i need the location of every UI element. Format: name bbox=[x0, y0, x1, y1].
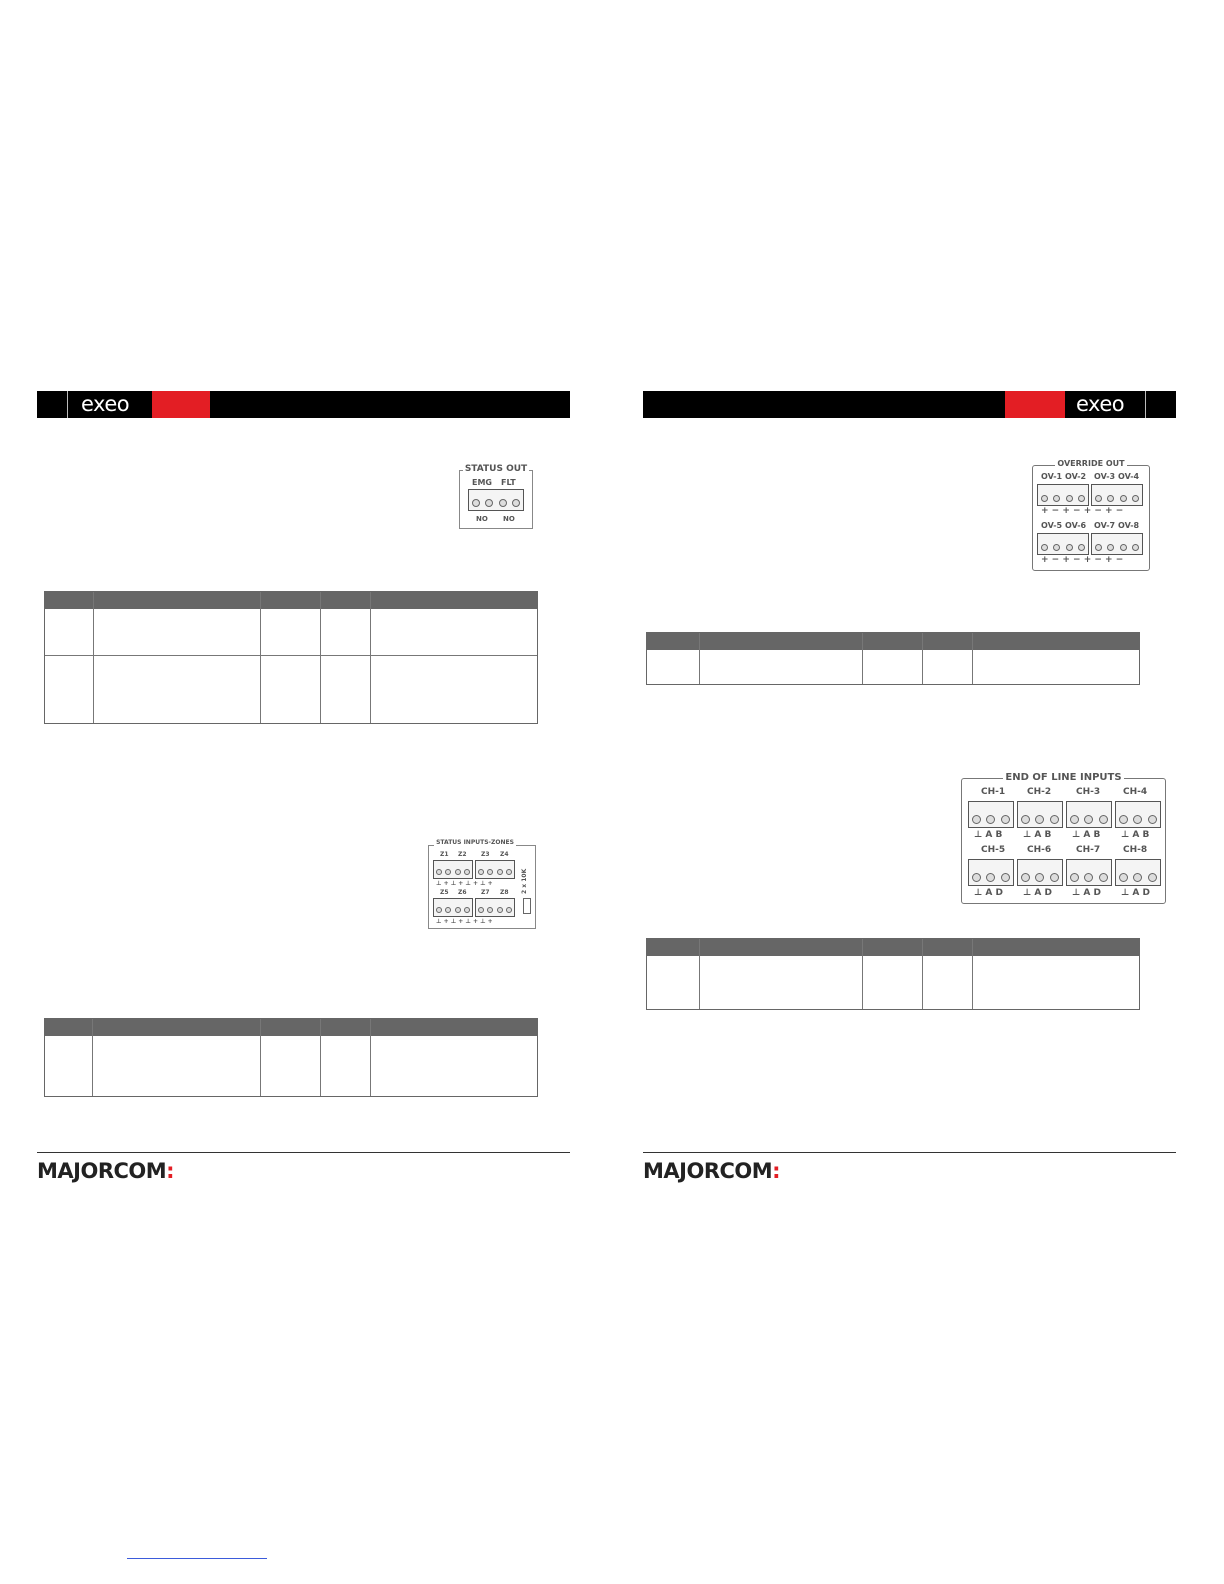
table-header bbox=[647, 633, 1139, 650]
ov-label-2: OV-2 bbox=[1065, 472, 1087, 481]
zone-label-z1: Z1 bbox=[440, 851, 449, 858]
status-inputs-pins-bottom: ⊥ + ⊥ + ⊥ + ⊥ + bbox=[436, 918, 493, 925]
page-header-bar bbox=[643, 391, 1176, 418]
eol-pins-2: ⊥ A B bbox=[1023, 830, 1052, 840]
status-out-connector bbox=[459, 464, 533, 529]
page-header-bar bbox=[37, 391, 570, 418]
override-block-1 bbox=[1037, 484, 1089, 506]
eol-block-5 bbox=[968, 859, 1014, 886]
eol-pins-8: ⊥ A D bbox=[1121, 888, 1150, 898]
status-inputs-connector bbox=[428, 839, 536, 929]
override-block-4 bbox=[1091, 533, 1143, 555]
table-status-out bbox=[44, 591, 538, 724]
ov-label-4: OV-4 bbox=[1118, 472, 1140, 481]
exeo-logo: exeo bbox=[1076, 392, 1125, 416]
end-of-line-title: END OF LINE INPUTS bbox=[1005, 772, 1122, 783]
ch-label-4: CH-4 bbox=[1123, 787, 1148, 797]
eol-block-7 bbox=[1066, 859, 1112, 886]
eol-pins-3: ⊥ A B bbox=[1072, 830, 1101, 840]
eol-block-3 bbox=[1066, 801, 1112, 828]
terminal-screw bbox=[472, 499, 480, 507]
ch-label-1: CH-1 bbox=[981, 787, 1006, 797]
status-inputs-title: STATUS INPUTS-ZONES bbox=[436, 839, 514, 846]
terminal-screw bbox=[512, 499, 520, 507]
zone-label-z3: Z3 bbox=[481, 851, 490, 858]
majorcom-logo: MAJORCOM: bbox=[643, 1159, 781, 1183]
header-separator bbox=[1145, 391, 1146, 418]
ov-label-3: OV-3 bbox=[1094, 472, 1116, 481]
eol-pins-6: ⊥ A D bbox=[1023, 888, 1052, 898]
status-out-label-emg: EMG bbox=[472, 478, 492, 487]
override-out-connector bbox=[1032, 459, 1150, 571]
status-inputs-block-1 bbox=[433, 860, 473, 879]
ov-label-1: OV-1 bbox=[1041, 472, 1063, 481]
ch-label-5: CH-5 bbox=[981, 845, 1006, 855]
table-header bbox=[45, 592, 537, 609]
override-pins-bottom: + − + − + − + − bbox=[1041, 555, 1124, 565]
status-out-pin-no-2: NO bbox=[503, 515, 515, 523]
status-inputs-block-4 bbox=[475, 898, 515, 917]
status-inputs-block-3 bbox=[433, 898, 473, 917]
status-out-terminal-block bbox=[468, 489, 524, 511]
status-inputs-pins-top: ⊥ + ⊥ + ⊥ + ⊥ + bbox=[436, 880, 493, 887]
status-out-label-flt: FLT bbox=[501, 478, 516, 487]
zone-label-z2: Z2 bbox=[458, 851, 467, 858]
status-out-pin-no-1: NO bbox=[476, 515, 488, 523]
ov-label-7: OV-7 bbox=[1094, 521, 1116, 530]
eol-pins-7: ⊥ A D bbox=[1072, 888, 1101, 898]
ch-label-8: CH-8 bbox=[1123, 845, 1148, 855]
eol-pins-5: ⊥ A D bbox=[974, 888, 1003, 898]
zone-label-z7: Z7 bbox=[481, 889, 490, 896]
eol-block-4 bbox=[1115, 801, 1161, 828]
terminal-screw bbox=[485, 499, 493, 507]
status-out-title: STATUS OUT bbox=[464, 464, 528, 474]
ch-label-6: CH-6 bbox=[1027, 845, 1052, 855]
table-status-inputs bbox=[44, 1018, 538, 1097]
eol-block-2 bbox=[1017, 801, 1063, 828]
table-override-out bbox=[646, 632, 1140, 685]
header-red-block bbox=[152, 391, 210, 418]
footer-line bbox=[37, 1152, 570, 1153]
terminal-screw bbox=[499, 499, 507, 507]
eol-block-1 bbox=[968, 801, 1014, 828]
right-page bbox=[612, 0, 1224, 1584]
ch-label-7: CH-7 bbox=[1076, 845, 1101, 855]
ch-label-3: CH-3 bbox=[1076, 787, 1101, 797]
override-out-title: OVERRIDE OUT bbox=[1057, 459, 1125, 468]
eol-pins-4: ⊥ A B bbox=[1121, 830, 1150, 840]
ov-label-5: OV-5 bbox=[1041, 521, 1063, 530]
eol-block-6 bbox=[1017, 859, 1063, 886]
ov-label-6: OV-6 bbox=[1065, 521, 1087, 530]
header-separator bbox=[67, 391, 68, 418]
footer-line bbox=[643, 1152, 1176, 1153]
override-pins-top: + − + − + − + − bbox=[1041, 506, 1124, 516]
majorcom-logo: MAJORCOM: bbox=[37, 1159, 175, 1183]
status-inputs-block-2 bbox=[475, 860, 515, 879]
table-header bbox=[45, 1019, 537, 1036]
status-inputs-side-label: 2 x 10K bbox=[521, 868, 528, 894]
bottom-link-underline[interactable] bbox=[127, 1558, 267, 1559]
ch-label-2: CH-2 bbox=[1027, 787, 1052, 797]
override-block-3 bbox=[1037, 533, 1089, 555]
eol-block-8 bbox=[1115, 859, 1161, 886]
table-end-of-line bbox=[646, 938, 1140, 1010]
zone-label-z4: Z4 bbox=[500, 851, 509, 858]
exeo-logo: exeo bbox=[81, 392, 130, 416]
table-header bbox=[647, 939, 1139, 956]
resistor-icon bbox=[523, 898, 531, 914]
zone-label-z6: Z6 bbox=[458, 889, 467, 896]
ov-label-8: OV-8 bbox=[1118, 521, 1140, 530]
override-block-2 bbox=[1091, 484, 1143, 506]
header-red-block bbox=[1005, 391, 1065, 418]
eol-pins-1: ⊥ A B bbox=[974, 830, 1003, 840]
end-of-line-connector bbox=[961, 772, 1166, 904]
zone-label-z8: Z8 bbox=[500, 889, 509, 896]
zone-label-z5: Z5 bbox=[440, 889, 449, 896]
